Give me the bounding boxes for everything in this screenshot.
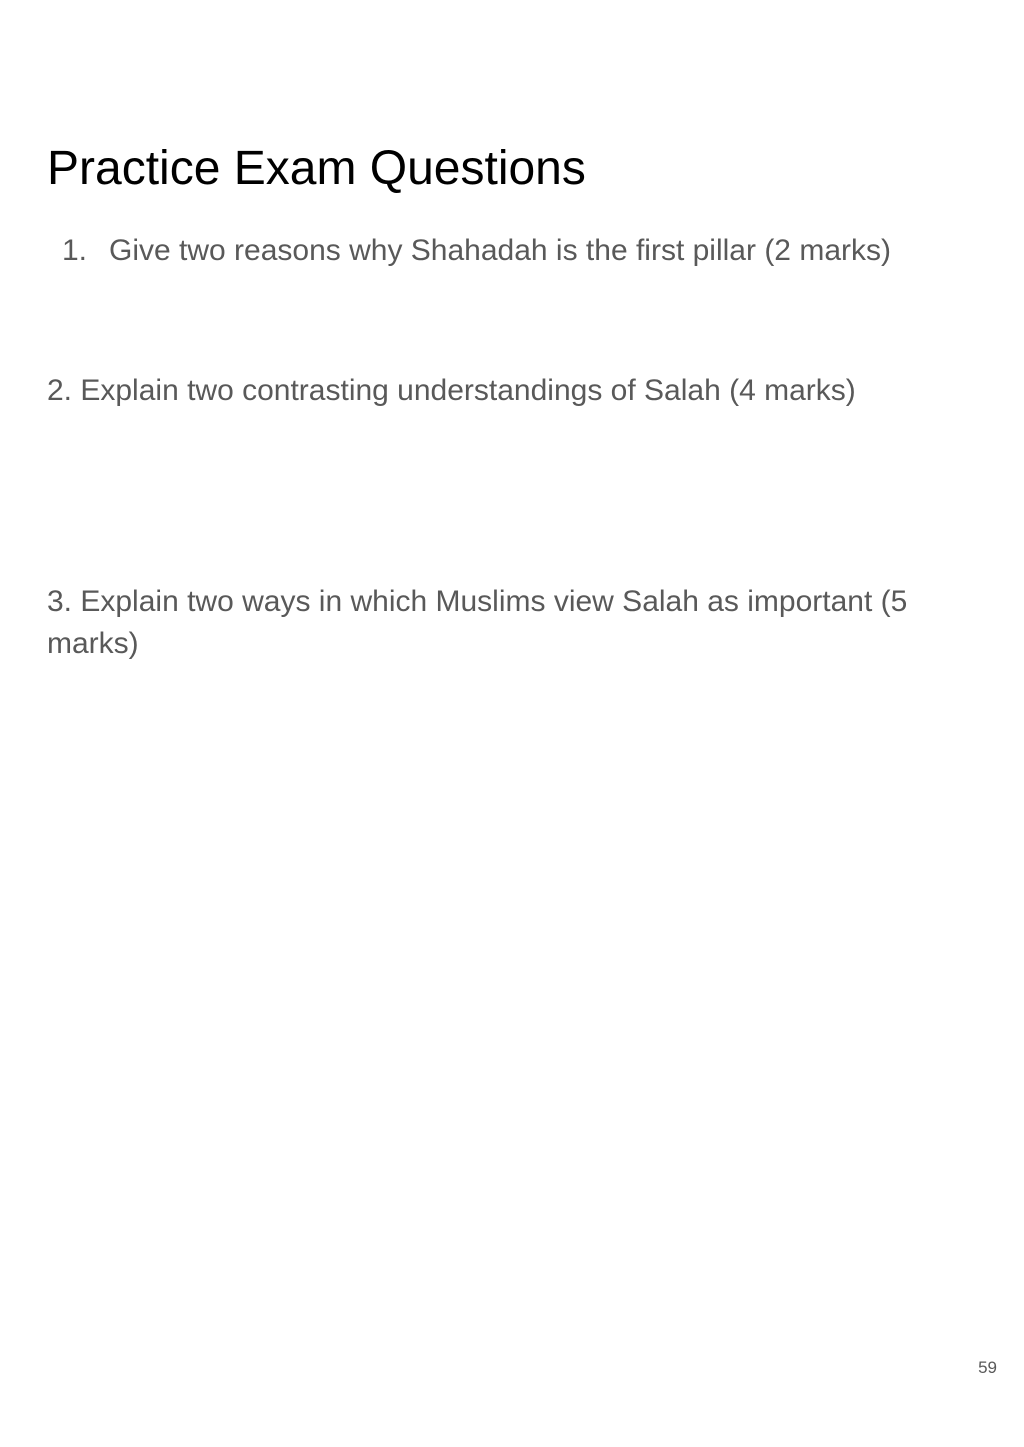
question-1	[62, 231, 891, 271]
question-1-number: 1.	[62, 234, 88, 267]
question-2: 2. Explain two contrasting understandings of Salah (4 marks)	[47, 374, 856, 407]
page-title: Practice Exam Questions	[47, 142, 586, 195]
page-number: 59	[978, 1358, 997, 1377]
question-1-text: Give two reasons why Shahadah is the first pillar (2 marks)	[109, 234, 891, 267]
question-3: 3. Explain two ways in which Muslims view Salah as important (5 marks)	[47, 585, 908, 660]
